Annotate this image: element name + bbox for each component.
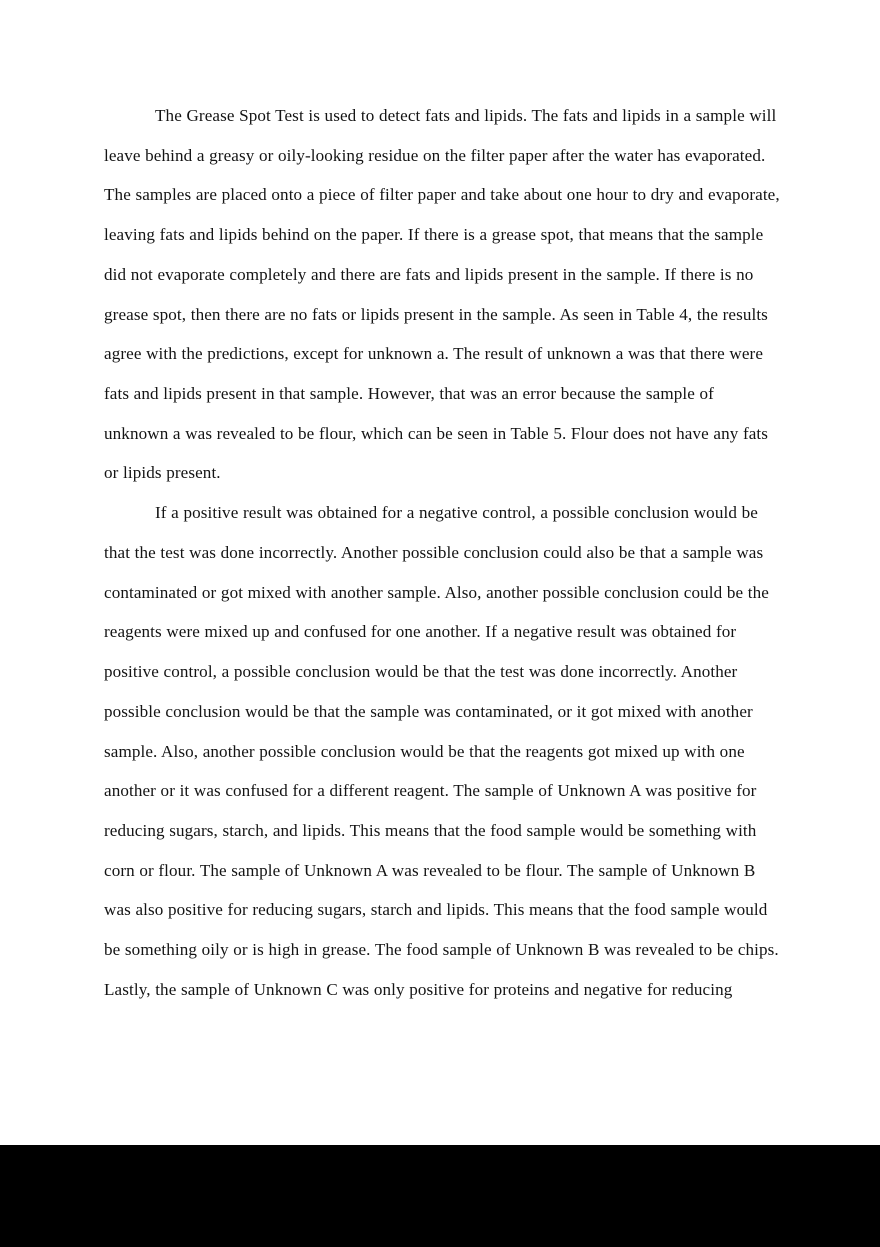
paragraph-controls-and-unknowns: If a positive result was obtained for a negative control, a possible conclusion would be that the test was done incorrectly. Another possible conclusion could also be that a sample was contaminated or got mixed with another sample. Also, another possible conclusion could be the reagents were mixed up and confused for one another. If a negative result was obtained for positive control, a possible conclusion would be that the test was done incorrectly. Another possible conclusion would be that the sample was contaminated, or it got mixed with another sample. Also, another possible conclusion would be that the reagents got mixed up with one another or it was confused for a different reagent. The sample of Unknown A was positive for reducing sugars, starch, and lipids. This means that the food sample would be something with corn or flour. The sample of Unknown A was revealed to be flour. The sample of Unknown B was also positive for reducing sugars, starch and lipids. This means that the food sample would be something oily or is high in grease. The food sample of Unknown B was revealed to be chips. Lastly, the sample of Unknown C was only positive for proteins and negative for reducing <box>104 503 779 999</box>
paragraph-grease-spot-test: The Grease Spot Test is used to detect fats and lipids. The fats and lipids in a sample will leave behind a greasy or oily-looking residue on the filter paper after the water has evaporated. The samples are placed onto a piece of filter paper and take about one hour to dry and evaporate, leaving fats and lipids behind on the paper. If there is a grease spot, that means that the sample did not evaporate completely and there are fats and lipids present in the sample. If there is no grease spot, then there are no fats or lipids present in the sample. As seen in Table 4, the results agree with the predictions, except for unknown a. The result of unknown a was that there were fats and lipids present in that sample. However, that was an error because the sample of unknown a was revealed to be flour, which can be seen in Table 5. Flour does not have any fats or lipids present. <box>104 106 780 483</box>
page-bottom-black-bar <box>0 1145 880 1247</box>
document-text-body <box>104 96 780 1010</box>
